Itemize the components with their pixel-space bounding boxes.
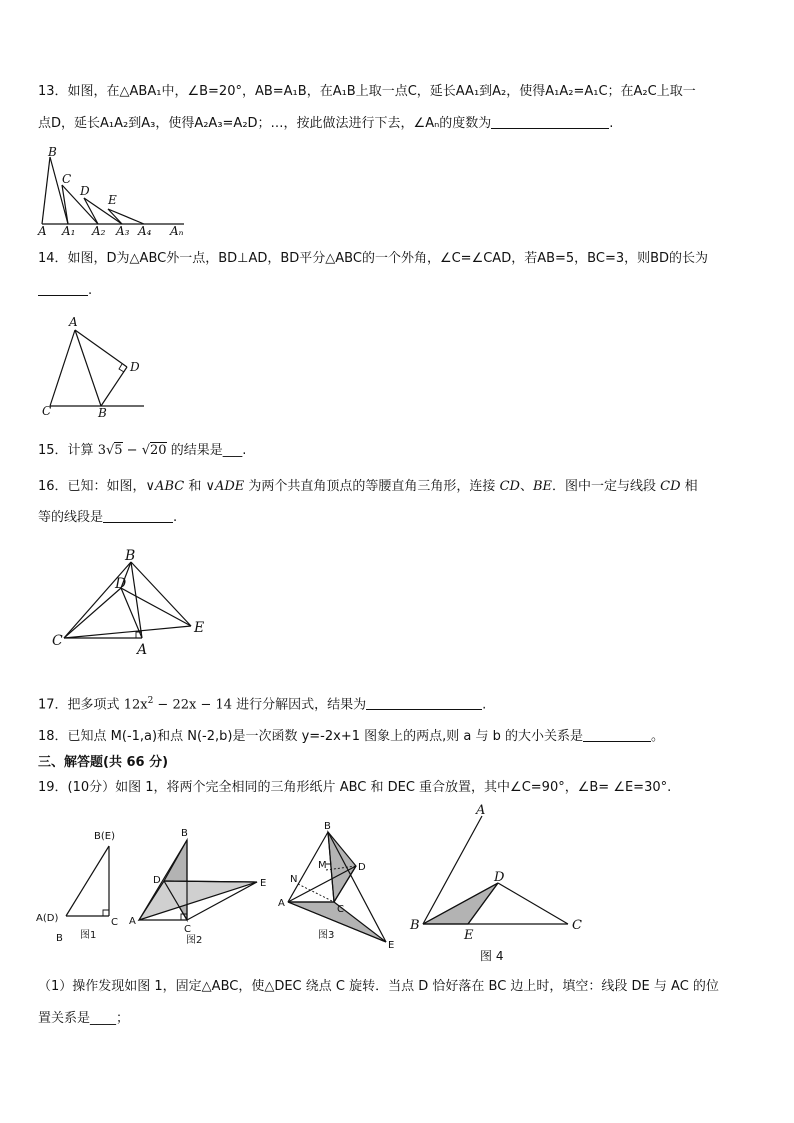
q19-part1-line1: （1）操作发现如图 1，固定△ABC，使△DEC 绕点 C 旋转．当点 D 恰好落在 BC 边上时，填空：线段 DE 与 AC 的位	[38, 979, 719, 994]
fig4-label-a: A	[476, 803, 486, 818]
q14-label-a: A	[69, 315, 78, 329]
q16-seg-cd: CD	[499, 479, 520, 494]
q14-line2	[38, 281, 92, 301]
fig1-label-b: B	[56, 933, 63, 944]
q15-sqrt-sign-2: √	[141, 443, 151, 458]
q14-answer-blank[interactable]	[38, 281, 88, 296]
q16-and: 和	[184, 479, 206, 494]
q19-fig1	[38, 826, 118, 946]
q18-line	[38, 727, 664, 747]
q16-text-d: 相	[680, 479, 698, 494]
q13-label-b: B	[48, 145, 57, 159]
q16-sep: 、	[519, 479, 533, 494]
fig4-label-c: C	[572, 918, 582, 933]
q14-figure	[38, 312, 158, 422]
fig3-label-b: B	[324, 821, 331, 832]
q13-label-a2: A₂	[92, 224, 106, 238]
fig4-caption: 图 4	[480, 949, 504, 963]
q16-figure	[50, 548, 220, 658]
q16-end: .	[173, 510, 178, 525]
q15-radicand-1: 5	[114, 443, 123, 458]
q17-poly-b: − 22x − 14	[153, 697, 233, 713]
q13-line2	[38, 114, 613, 134]
q16-answer-blank[interactable]	[103, 508, 173, 523]
q15-sqrt-sign-1: √	[105, 443, 115, 458]
q13-figure	[38, 145, 188, 237]
q13-label-d: D	[80, 184, 90, 198]
q16-line1	[38, 477, 698, 497]
q16-label-a: A	[137, 642, 148, 658]
q14-label-c: C	[42, 404, 52, 418]
q15-prefix: 15．计算	[38, 443, 98, 458]
fig3-caption: 图3	[318, 930, 335, 941]
fig2-label-c: C	[184, 924, 191, 935]
q14-label-d: D	[130, 360, 140, 374]
q15-minus: −	[122, 443, 142, 458]
q15-suffix: 的结果是___.	[166, 443, 247, 458]
fig4-label-e: E	[464, 928, 474, 943]
q19-part1-line2: 置关系是____；	[38, 1011, 130, 1026]
q17-line	[38, 691, 486, 715]
q19-fig2	[124, 826, 274, 946]
q16-text-c: ．图中一定与线段	[552, 479, 661, 494]
q17-poly-a: 12x	[123, 697, 148, 713]
q17-mid: 进行分解因式，结果为	[232, 697, 367, 713]
q13-label-a1: A₁	[62, 224, 76, 238]
q16-text-a: 16．已知：如图，	[38, 479, 146, 494]
fig3-label-m: M	[318, 860, 327, 871]
q13-label-a3: A₃	[116, 224, 130, 238]
q13-label-a: A	[38, 224, 47, 238]
q18-text: 18．已知点 M(-1,a)和点 N(-2,b)是一次函数 y=-2x+1 图象上的两点,则 a 与 b 的大小关系是	[38, 729, 583, 744]
q16-triangle-abc: ∨ABC	[145, 479, 185, 494]
fig1-caption: 图1	[80, 930, 97, 941]
fig2-label-b: B	[181, 828, 188, 839]
section3-title: 三、解答题(共 66 分)	[38, 755, 169, 770]
fig3-label-d: D	[358, 862, 366, 873]
fig4-label-b: B	[410, 918, 420, 933]
q16-label-b: B	[125, 548, 136, 564]
fig2-label-d: D	[153, 875, 161, 886]
q13-label-c: C	[62, 172, 72, 186]
q13-answer-blank[interactable]	[491, 114, 609, 129]
q14-label-b: B	[98, 406, 107, 420]
q17-prefix: 17．把多项式	[38, 697, 124, 713]
q16-seg-cd-2: CD	[660, 479, 681, 494]
fig2-label-a: A	[129, 916, 136, 927]
q14-end: .	[88, 283, 93, 298]
fig2-label-e: E	[260, 878, 267, 889]
q16-line2-text: 等的线段是	[38, 510, 104, 525]
fig1-label-ad: A(D)	[36, 913, 59, 924]
q17-answer-blank[interactable]	[366, 695, 482, 710]
fig3-label-c: C	[337, 904, 344, 915]
q18-answer-blank[interactable]	[583, 727, 651, 742]
q16-line2	[38, 508, 177, 528]
q16-seg-be: BE	[532, 479, 552, 494]
fig1-label-c: C	[111, 917, 118, 928]
q14-line1: 14．如图，D为△ABC外一点，BD⊥AD，BD平分△ABC的一个外角，∠C=∠CAD，若AB=5，BC=3，则BD的长为	[38, 251, 709, 266]
q13-label-a4: A₄	[138, 224, 152, 238]
q16-label-c: C	[52, 633, 63, 649]
fig4-label-d: D	[494, 870, 505, 885]
q19-fig4	[404, 802, 594, 966]
q19-fig3	[276, 820, 406, 952]
q16-label-e: E	[194, 620, 205, 636]
q16-text-b: 为两个共直角顶点的等腰直角三角形，连接	[244, 479, 500, 494]
q16-label-d: D	[115, 576, 127, 592]
q13-line1: 13．如图，在△ABA₁中，∠B=20°，AB=A₁B，在A₁B上取一点C，延长AA₁到A₂，使得A₁A₂=A₁C；在A₂C上取一	[38, 84, 696, 99]
fig3-label-e: E	[388, 940, 395, 951]
q15-radicand-2: 20	[150, 443, 167, 458]
fig2-caption: 图2	[186, 935, 203, 946]
fig3-label-n: N	[290, 874, 298, 885]
q13-label-e: E	[108, 193, 117, 207]
q13-label-an: Aₙ	[170, 224, 184, 238]
q13-end: .	[609, 116, 614, 131]
fig3-label-a: A	[278, 898, 285, 909]
q15-coef: 3	[97, 443, 106, 458]
q17-exponent: 2	[147, 696, 154, 706]
q19-line1: 19．(10分）如图 1，将两个完全相同的三角形纸片 ABC 和 DEC 重合放置，其中∠C=90°，∠B= ∠E=30°.	[38, 780, 672, 795]
q18-end: 。	[651, 729, 665, 744]
q17-end: .	[482, 697, 487, 713]
q16-triangle-ade: ∨ADE	[205, 479, 245, 494]
q15-line	[38, 441, 246, 461]
q13-line2-text: 点D，延长A₁A₂到A₃，使得A₂A₃=A₂D；…，按此做法进行下去，∠Aₙ的度数为	[38, 116, 492, 131]
fig1-label-be: B(E)	[94, 831, 115, 842]
